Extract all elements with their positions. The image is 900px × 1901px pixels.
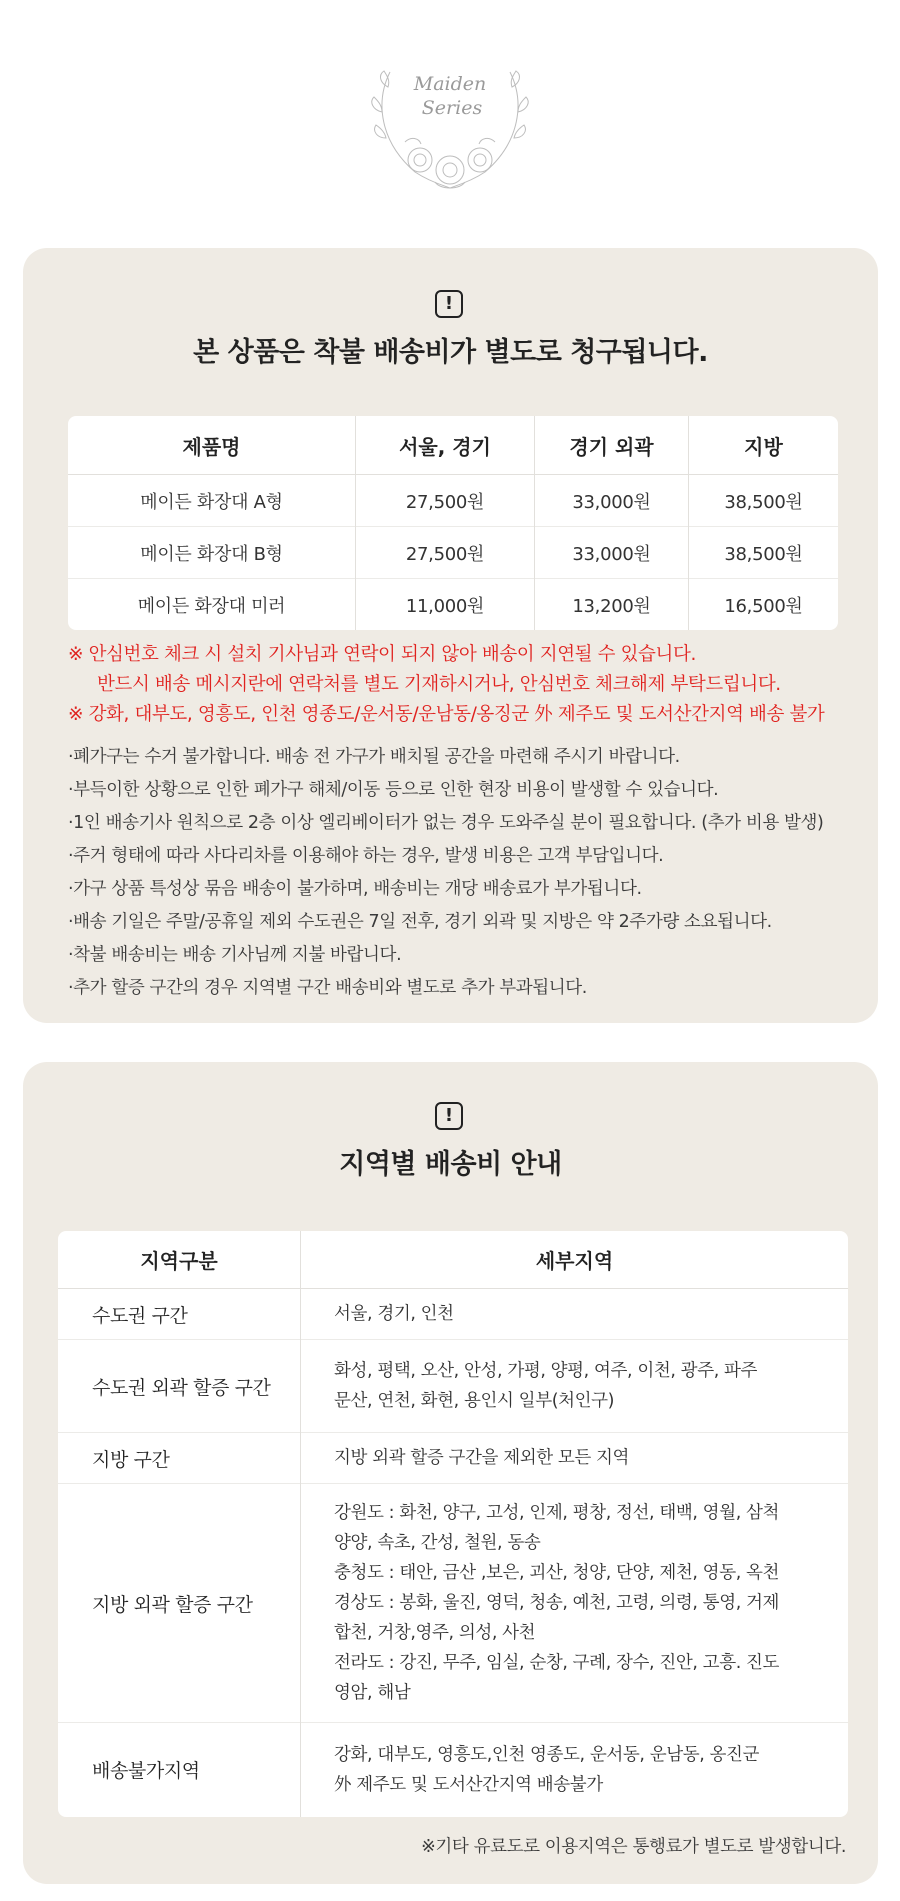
table-row (58, 1289, 848, 1340)
table-row (58, 1723, 848, 1817)
product-name: 메이든 화장대 B형 (68, 527, 356, 579)
toll-footnote: ※기타 유료도로 이용지역은 통행료가 별도로 발생합니다. (421, 1837, 846, 1857)
zone-detail (301, 1484, 849, 1723)
detail-line: 영암, 해남 (334, 1683, 411, 1703)
header-product: 제품명 (68, 416, 356, 475)
price-cell: 33,000원 (535, 527, 689, 579)
detail-line: 전라도 : 강진, 무주, 임실, 순창, 구례, 장수, 진안, 고흥. 진도 (334, 1653, 780, 1673)
regional-shipping-card (23, 1062, 878, 1884)
delivery-notes-list (68, 741, 868, 1005)
list-item: ·주거 형태에 따라 사다리차를 이용해야 하는 경우, 발생 비용은 고객 부담입니다. (68, 846, 664, 866)
table-header-row (68, 416, 838, 475)
zone-name: 배송불가지역 (58, 1723, 301, 1817)
warning-note: ※ 강화, 대부도, 영흥도, 인천 영종도/운서동/운남동/옹징군 外 제주도 및 도서산간지역 배송 불가 (68, 704, 825, 725)
floral-wreath-logo-icon (360, 42, 540, 202)
zone-name: 지방 구간 (58, 1433, 301, 1484)
detail-line: 강원도 : 화천, 양구, 고성, 인제, 평창, 정선, 태백, 영월, 삼척 (334, 1503, 780, 1523)
price-cell: 16,500원 (689, 579, 839, 631)
zone-name: 지방 외곽 할증 구간 (58, 1484, 301, 1723)
zone-name: 수도권 구간 (58, 1289, 301, 1340)
detail-line: 문산, 연천, 화현, 용인시 일부(처인구) (334, 1391, 615, 1411)
zone-name: 수도권 외곽 할증 구간 (58, 1340, 301, 1433)
zone-detail (301, 1433, 849, 1484)
table-row (68, 475, 838, 527)
shipping-fee-table (68, 416, 838, 630)
price-cell: 13,200원 (535, 579, 689, 631)
price-cell: 27,500원 (356, 475, 535, 527)
exclamation-box-icon: ! (435, 290, 463, 318)
list-item: ·배송 기일은 주말/공휴일 제외 수도권은 7일 전후, 경기 외곽 및 지방은 약 2주가량 소요됩니다. (68, 912, 772, 932)
detail-line: 서울, 경기, 인천 (334, 1304, 454, 1324)
svg-text:Series: Series (421, 97, 483, 119)
warning-note: ※ 안심번호 체크 시 설치 기사님과 연락이 되지 않아 배송이 지연될 수 있습니다. (68, 644, 696, 665)
notice-title: 본 상품은 착불 배송비가 별도로 청구됩니다. (193, 337, 708, 368)
table-row (68, 527, 838, 579)
list-item: ·추가 할증 구간의 경우 지역별 구간 배송비와 별도로 추가 부과됩니다. (68, 978, 587, 998)
zone-detail (301, 1289, 849, 1340)
detail-line: 충청도 : 태안, 금산 ,보은, 괴산, 청양, 단양, 제천, 영동, 옥천 (334, 1563, 780, 1583)
header-detail-area: 세부지역 (301, 1231, 849, 1289)
svg-text:Maiden: Maiden (413, 73, 487, 95)
price-cell: 38,500원 (689, 527, 839, 579)
header-gyeonggi-outskirts: 경기 외곽 (535, 416, 689, 475)
warning-notes (68, 640, 868, 730)
detail-line: 양양, 속초, 간성, 철원, 동송 (334, 1533, 541, 1553)
price-cell: 33,000원 (535, 475, 689, 527)
header-seoul-gyeonggi: 서울, 경기 (356, 416, 535, 475)
list-item: ·부득이한 상황으로 인한 폐가구 해체/이동 등으로 인한 현장 비용이 발생할 수 있습니다. (68, 780, 719, 800)
zone-detail (301, 1723, 849, 1817)
table-row (68, 579, 838, 631)
list-item: ·폐가구는 수거 불가합니다. 배송 전 가구가 배치될 공간을 마련해 주시기 바랍니다. (68, 747, 680, 767)
detail-line: 합천, 거창,영주, 의성, 사천 (334, 1623, 536, 1643)
maiden-series-logo (360, 42, 540, 202)
exclamation-box-icon: ! (435, 1102, 463, 1130)
list-item: ·가구 상품 특성상 묶음 배송이 불가하며, 배송비는 개당 배송료가 부가됩니다. (68, 879, 642, 899)
detail-line: 경상도 : 봉화, 울진, 영덕, 청송, 예천, 고령, 의령, 통영, 거제 (334, 1593, 780, 1613)
product-name: 메이든 화장대 미러 (68, 579, 356, 631)
regions-title: 지역별 배송비 안내 (339, 1149, 562, 1180)
warning-note: 반드시 배송 메시지란에 연락처를 별도 기재하시거나, 안심번호 체크해제 부탁드립니다. (97, 674, 781, 695)
shipping-fee-notice-card (23, 248, 878, 1023)
detail-line: 지방 외곽 할증 구간을 제외한 모든 지역 (334, 1448, 630, 1468)
table-header-row (58, 1231, 848, 1289)
header-provinces: 지방 (689, 416, 839, 475)
detail-line: 화성, 평택, 오산, 안성, 가평, 양평, 여주, 이천, 광주, 파주 (334, 1361, 758, 1381)
product-name: 메이든 화장대 A형 (68, 475, 356, 527)
list-item: ·착불 배송비는 배송 기사님께 지불 바랍니다. (68, 945, 402, 965)
price-cell: 27,500원 (356, 527, 535, 579)
detail-line: 外 제주도 및 도서산간지역 배송불가 (334, 1774, 603, 1795)
table-row (58, 1340, 848, 1433)
header-zone: 지역구분 (58, 1231, 301, 1289)
price-cell: 38,500원 (689, 475, 839, 527)
detail-line: 강화, 대부도, 영흥도,인천 영종도, 운서동, 운남동, 옹진군 (334, 1744, 760, 1765)
zone-detail (301, 1340, 849, 1433)
price-cell: 11,000원 (356, 579, 535, 631)
list-item: ·1인 배송기사 원칙으로 2층 이상 엘리베이터가 없는 경우 도와주실 분이 필요합니다. (추가 비용 발생) (68, 813, 824, 833)
table-row (58, 1433, 848, 1484)
regional-shipping-table (58, 1231, 848, 1817)
table-row (58, 1484, 848, 1723)
